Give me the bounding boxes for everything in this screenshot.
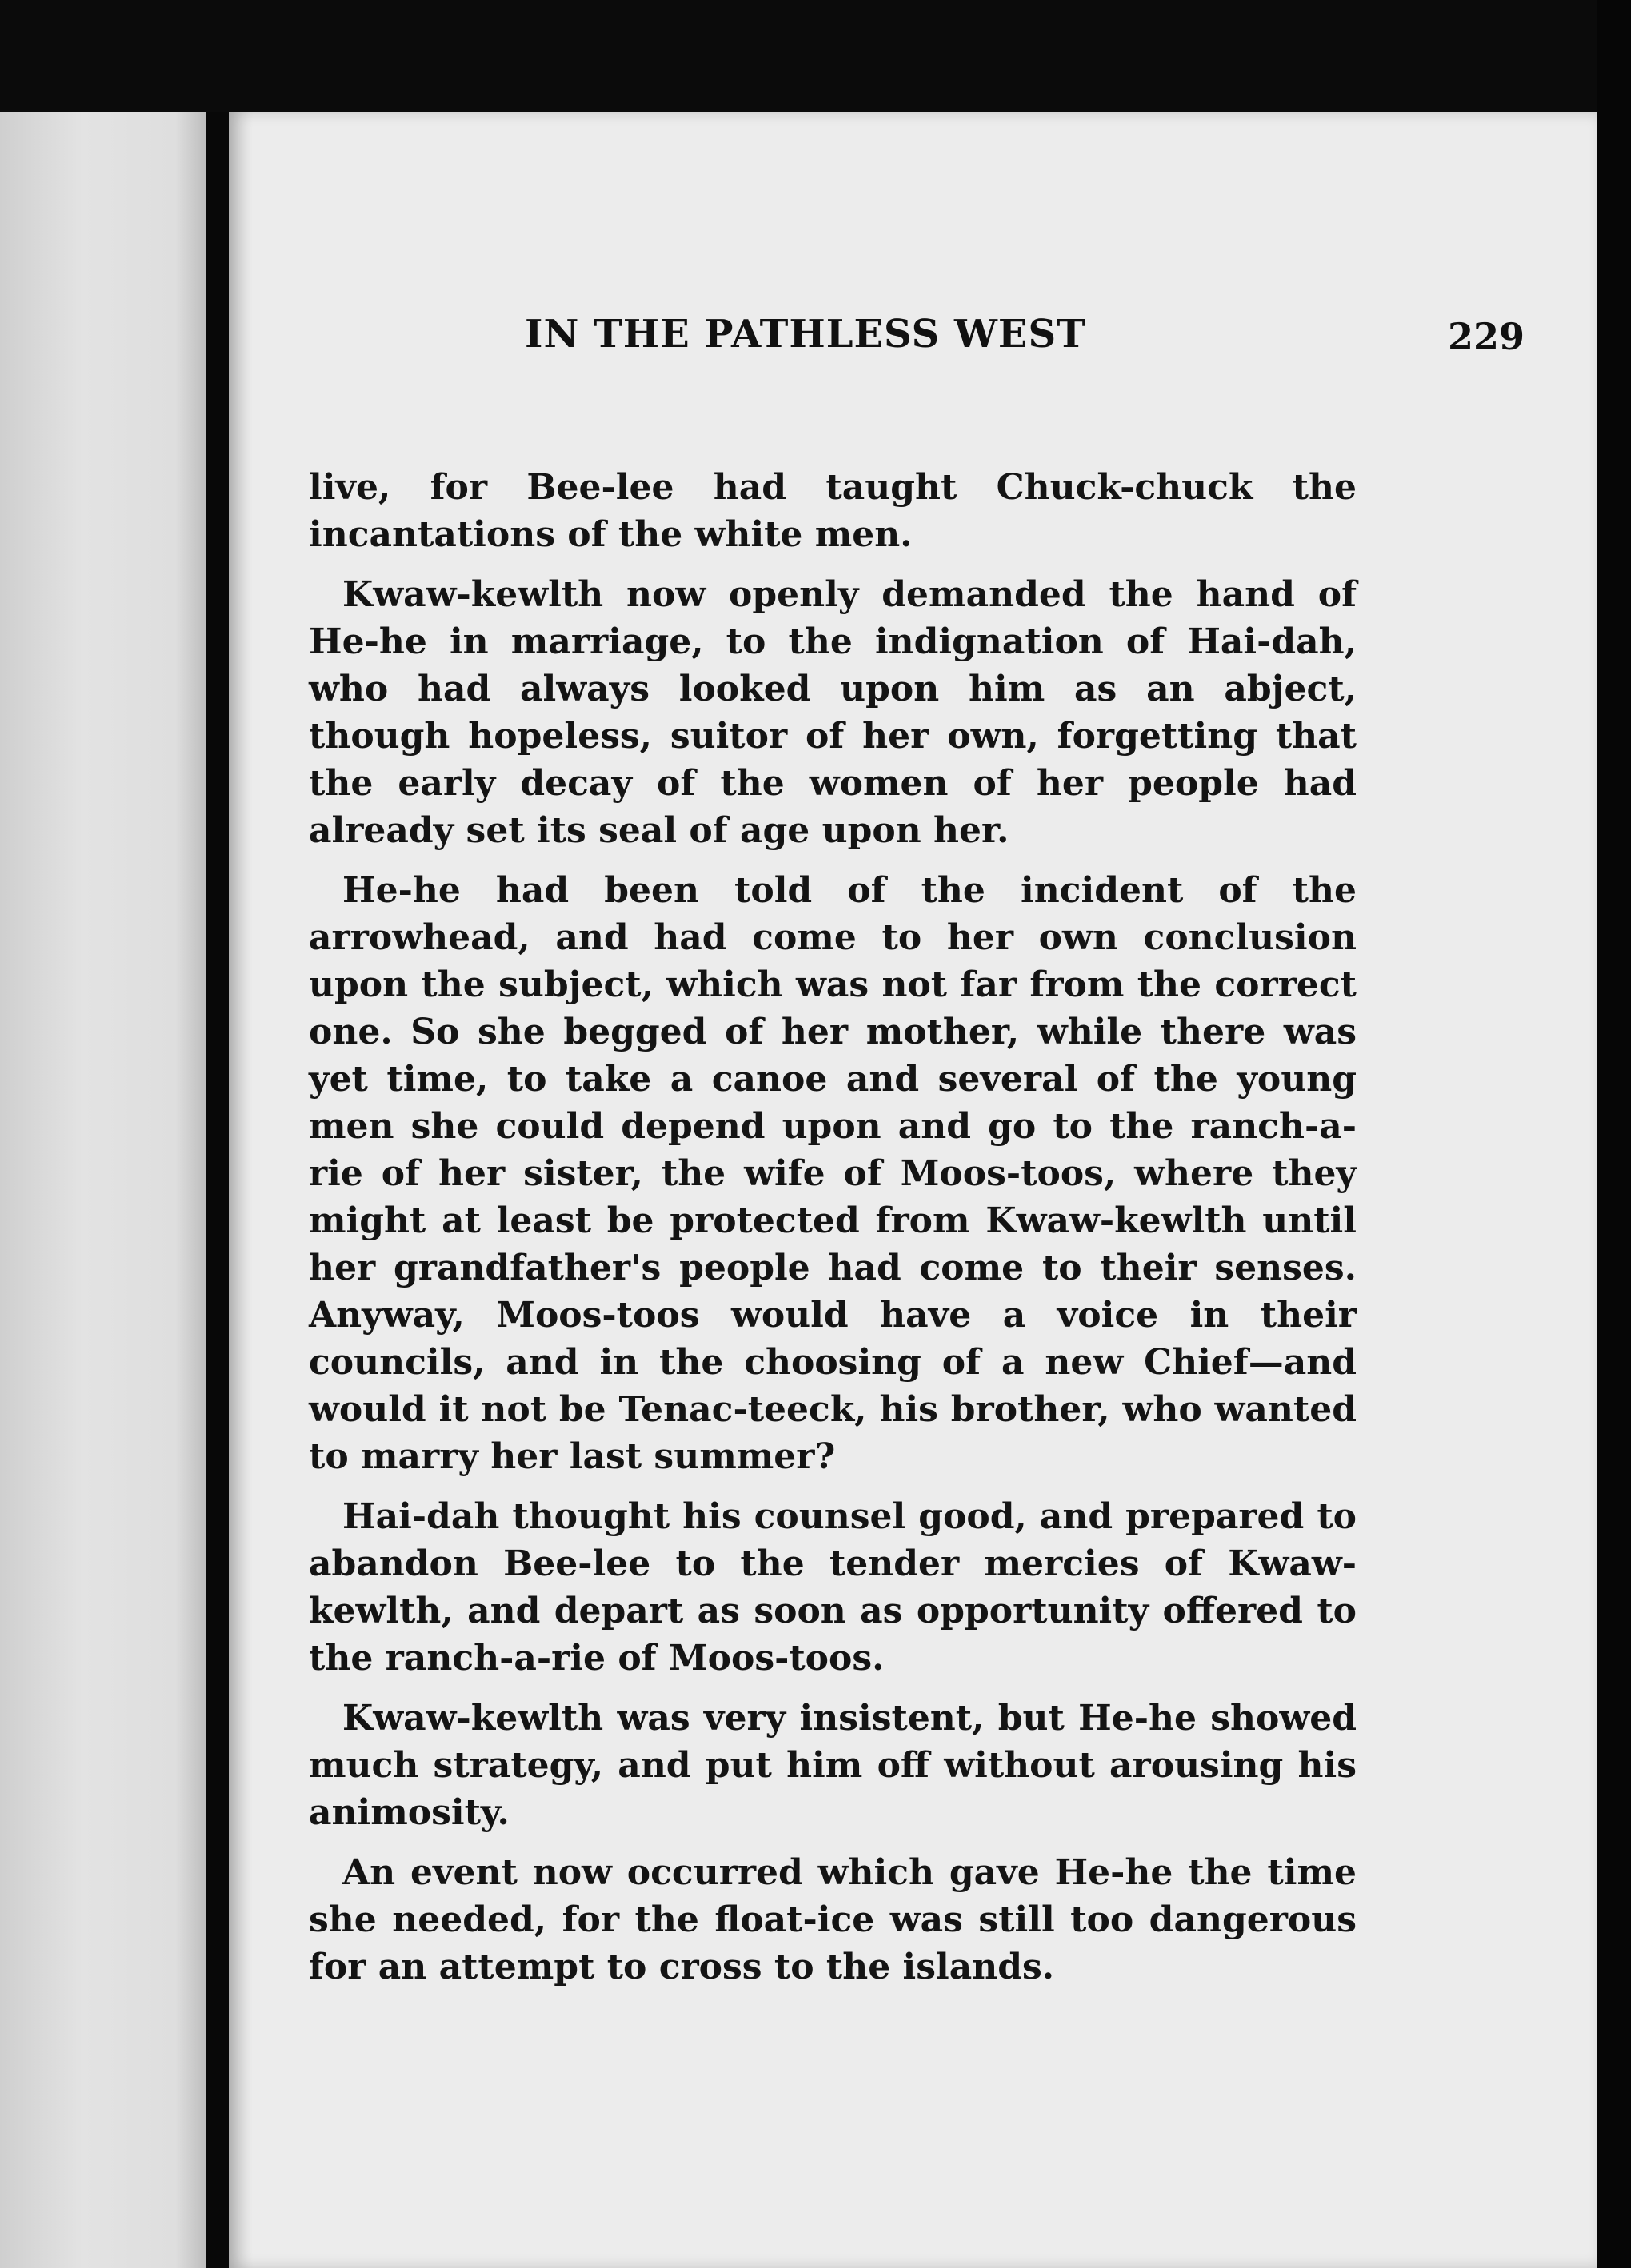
facing-page-edge [0,112,206,2268]
book-page [229,112,1597,2268]
paragraph: An event now occurred which gave He-he the time she needed, for the float-ice was still too dangerous for an attempt to cross to the islands. [309,1852,1357,1987]
paragraph: live, for Bee-lee had taught Chuck-chuck the incantations of the white men. [309,467,1357,555]
scan-top-border [0,0,1631,112]
paragraph: Kwaw-kewlth was very insistent, but He-he showed much strategy, and put him off without arousing his animosity. [309,1698,1357,1833]
running-head-title: IN THE PATHLESS WEST [525,312,1086,357]
paragraph: Hai-dah thought his counsel good, and prepared to abandon Bee-lee to the tender mercies of Kwaw-kewlth, and depart as soon as opportunity offered to the ranch-a-rie of Moos-toos. [309,1496,1357,1679]
running-head [525,312,1525,376]
body-text [309,464,1357,2003]
paragraph: He-he had been told of the incident of the arrowhead, and had come to her own conclusion upon the subject, which was not far from the correct one. So she begged of her mother, while there was yet time, to take a canoe and several of the young men she could depend upon and go to the ranch-a-rie of her sister, the wife of Moos-toos, where they might at least be protected from Kwaw-kewlth until her grandfather's people had come to their senses. Anyway, Moos-toos would have a voice in their councils, and in the choosing of a new Chief—and would it not be Tenac-teeck, his brother, who wanted to marry her last summer? [309,870,1357,1477]
page-number: 229 [1447,315,1525,358]
scan-right-border [1597,0,1631,2268]
book-gutter [206,112,229,2268]
paragraph: Kwaw-kewlth now openly demanded the hand of He-he in marriage, to the indignation of Hai-dah, who had always looked upon him as an abject, though hopeless, suitor of her own, forgetting that the early decay of the women of her people had already set its seal of age upon her. [309,574,1357,851]
